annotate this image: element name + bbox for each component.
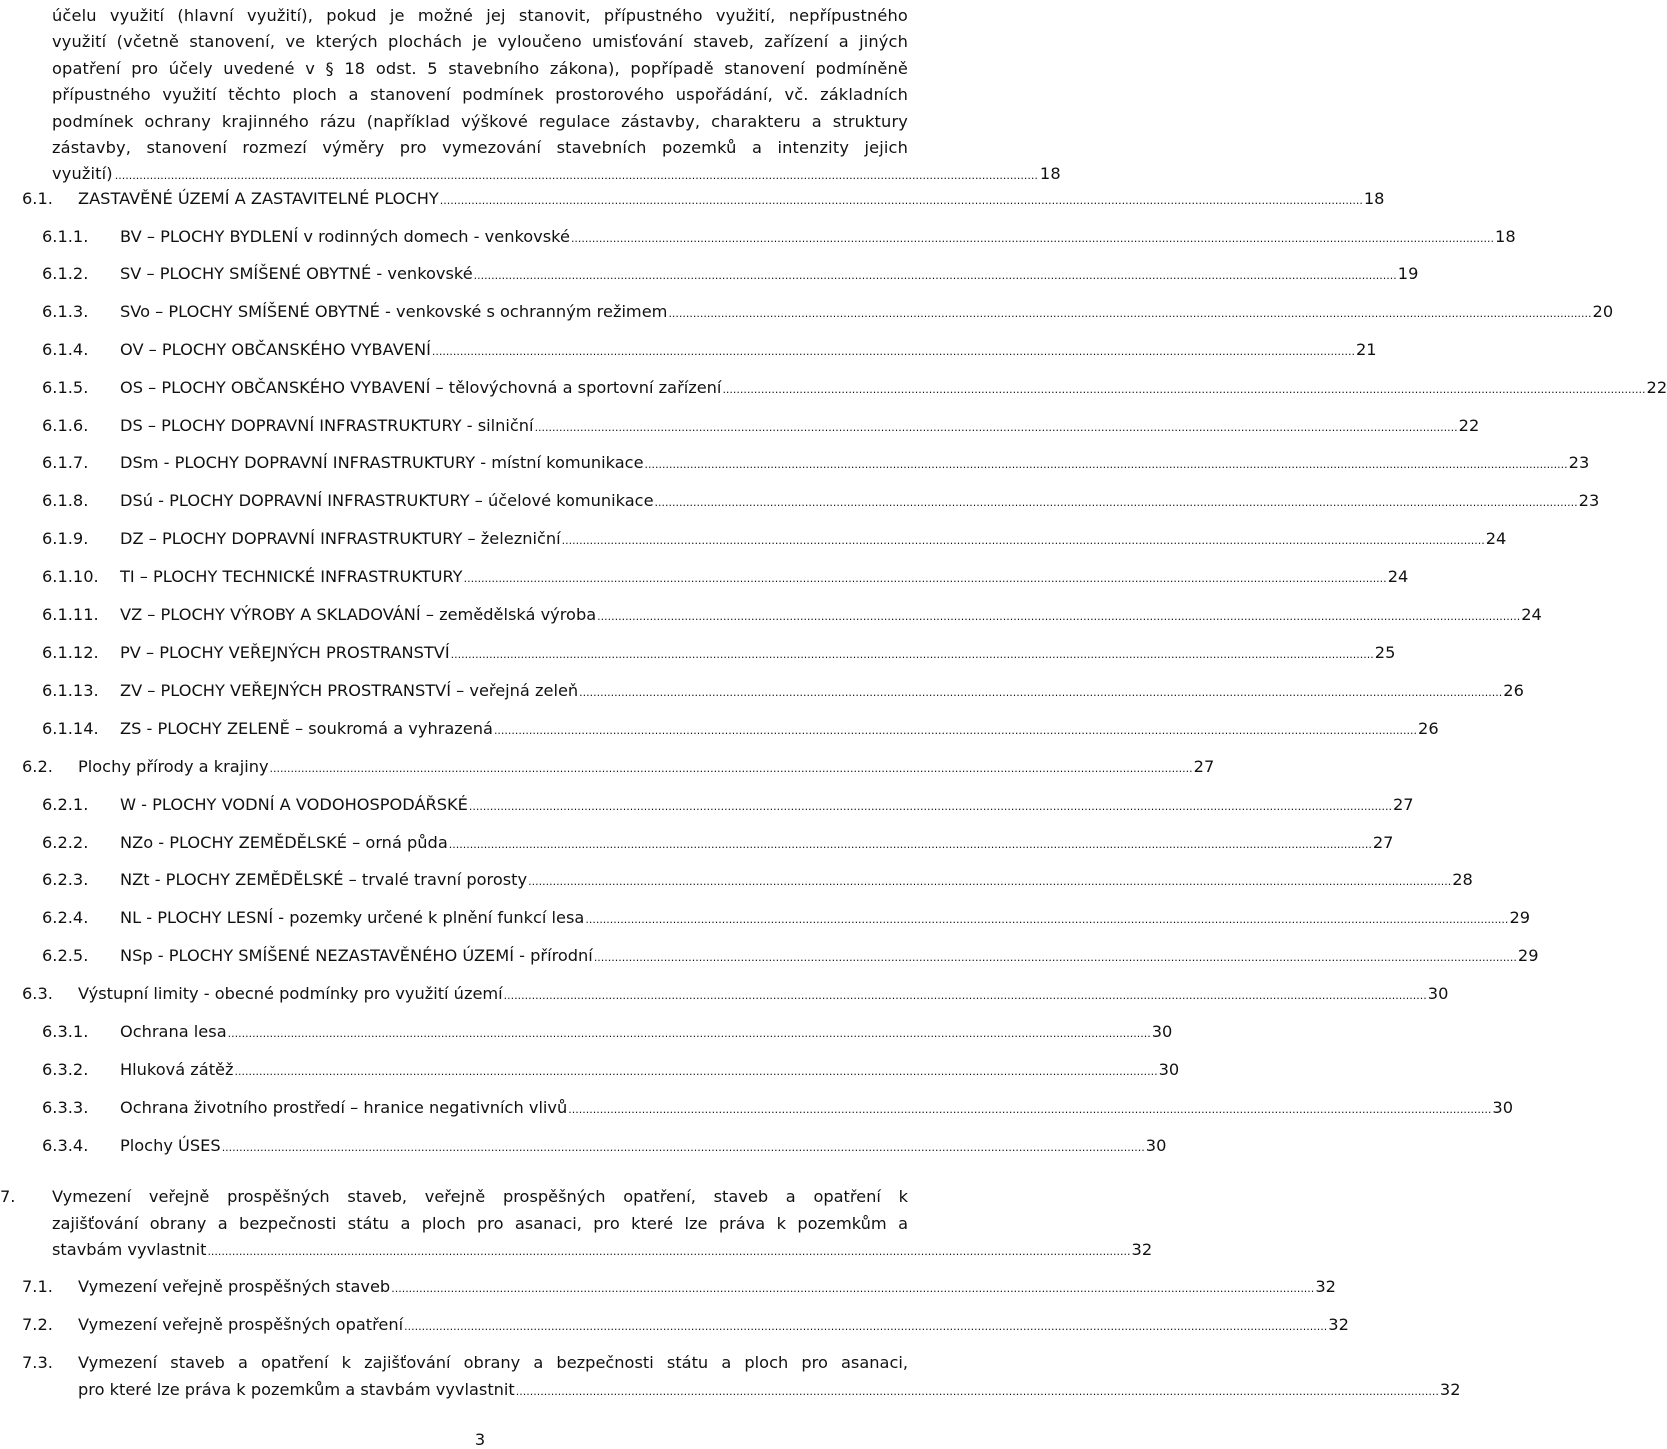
dot-leader	[207, 1237, 1130, 1266]
toc-page-number[interactable]: 18	[1039, 164, 1061, 184]
toc-entry[interactable]	[42, 641, 1396, 665]
dot-leader	[568, 1096, 1491, 1122]
toc-entry[interactable]	[22, 755, 1215, 779]
toc-number: 6.1.6.	[42, 416, 89, 435]
dot-leader	[655, 489, 1578, 515]
toc-page-number[interactable]: 30	[1151, 1022, 1173, 1041]
toc-number: 6.3.2.	[42, 1060, 89, 1079]
toc-entry[interactable]	[22, 1313, 1349, 1337]
toc-number: 6.1.9.	[42, 529, 89, 548]
toc-title[interactable]: ZS - PLOCHY ZELENĚ – soukromá a vyhrazená	[120, 719, 493, 738]
toc-number: 6.2.3.	[42, 870, 89, 889]
toc-number: 6.1.12.	[42, 643, 99, 662]
toc-page-number[interactable]: 27	[1393, 795, 1414, 814]
toc-title-line[interactable]: zajišťování obrany a bezpečnosti státu a ploch pro asanaci, pro které lze práva k pozemkům a	[52, 1213, 908, 1233]
toc-title[interactable]: SV – PLOCHY SMÍŠENÉ OBYTNÉ - venkovské	[120, 264, 473, 283]
toc-page-number[interactable]: 22	[1458, 416, 1480, 435]
toc-entry[interactable]	[42, 376, 1667, 400]
toc-number: 6.1.5.	[42, 378, 89, 397]
toc-entry[interactable]	[42, 868, 1473, 892]
dot-leader	[391, 1275, 1314, 1301]
dot-leader	[645, 451, 1568, 477]
toc-page-number[interactable]: 32	[1439, 1379, 1461, 1399]
toc-title-line[interactable]: stavbám vyvlastnit	[52, 1240, 207, 1259]
toc-title[interactable]: DS – PLOCHY DOPRAVNÍ INFRASTRUKTURY - silniční	[120, 416, 534, 435]
dot-leader	[585, 906, 1508, 932]
toc-page-number[interactable]: 19	[1397, 264, 1419, 283]
toc-title[interactable]: TI – PLOCHY TECHNICKÉ INFRASTRUKTURY	[120, 567, 463, 586]
toc-page-number[interactable]: 24	[1485, 529, 1507, 548]
toc-number: 7.	[0, 1187, 16, 1206]
toc-page-number[interactable]: 23	[1578, 491, 1600, 510]
toc-entry[interactable]	[42, 679, 1524, 703]
toc-page-number[interactable]: 22	[1646, 378, 1667, 397]
toc-entry[interactable]	[42, 300, 1614, 324]
toc-number: 6.1.	[22, 189, 53, 208]
dot-leader	[594, 944, 1517, 970]
toc-title[interactable]: NL - PLOCHY LESNÍ - pozemky určené k plnění funkcí lesa	[120, 908, 585, 927]
toc-title[interactable]: DZ – PLOCHY DOPRAVNÍ INFRASTRUKTURY – železniční	[120, 529, 561, 548]
dot-leader	[722, 376, 1645, 402]
dot-leader	[222, 1134, 1145, 1160]
toc-title[interactable]: OV – PLOCHY OBČANSKÉHO VYBAVENÍ	[120, 340, 431, 359]
dot-leader	[228, 1020, 1151, 1046]
toc-number: 6.2.2.	[42, 833, 89, 852]
dot-leader	[115, 161, 1038, 189]
intro-text: účelu využití (hlavní využití), pokud je možné jej stanovit, přípustného využití, nepřípustného	[52, 6, 908, 25]
intro-text: opatření pro účely uvedené v § 18 odst. 5 stavebního zákona), popřípadě stanovení podmíněně	[52, 58, 908, 78]
toc-number: 6.2.4.	[42, 908, 89, 927]
toc-number: 6.1.3.	[42, 302, 89, 321]
toc-number: 6.1.7.	[42, 453, 89, 472]
toc-entry[interactable]	[42, 414, 1480, 438]
toc-entry[interactable]	[42, 262, 1419, 286]
toc-page-number[interactable]: 27	[1372, 833, 1394, 852]
dot-leader	[270, 755, 1193, 781]
toc-page-number[interactable]: 20	[1592, 302, 1614, 321]
toc-title[interactable]: Ochrana životního prostředí – hranice negativních vlivů	[120, 1098, 568, 1117]
toc-entry[interactable]	[42, 717, 1439, 741]
toc-entry[interactable]	[42, 338, 1377, 362]
page-number: 3	[474, 1430, 486, 1449]
dot-leader	[469, 793, 1392, 819]
toc-title[interactable]: OS – PLOCHY OBČANSKÉHO VYBAVENÍ – tělovýchovná a sportovní zařízení	[120, 378, 722, 397]
toc-number: 6.1.4.	[42, 340, 89, 359]
toc-entry[interactable]	[42, 565, 1409, 589]
dot-leader	[535, 414, 1458, 440]
toc-title[interactable]: ZV – PLOCHY VEŘEJNÝCH PROSTRANSTVÍ – veřejná zeleň	[120, 681, 579, 700]
intro-text: využití (včetně stanovení, ve kterých plochách je vyloučeno umisťování staveb, zařízení a jiných	[52, 32, 908, 52]
toc-title[interactable]: Výstupní limity - obecné podmínky pro využití území	[78, 984, 503, 1003]
toc-title[interactable]: NZo - PLOCHY ZEMĚDĚLSKÉ – orná půda	[120, 833, 448, 852]
dot-leader	[432, 338, 1355, 364]
toc-number: 6.1.11.	[42, 605, 99, 624]
dot-leader	[464, 565, 1387, 591]
toc-title[interactable]: NSp - PLOCHY SMÍŠENÉ NEZASTAVĚNÉHO ÚZEMÍ - přírodní	[120, 946, 593, 965]
toc-entry[interactable]	[42, 906, 1531, 930]
toc-number: 6.3.1.	[42, 1022, 89, 1041]
toc-title[interactable]: ZASTAVĚNÉ ÚZEMÍ A ZASTAVITELNÉ PLOCHY	[78, 189, 439, 208]
toc-entry[interactable]	[22, 1275, 1336, 1299]
toc-number: 7.3.	[22, 1353, 53, 1372]
toc-title[interactable]: Plochy ÚSES	[120, 1136, 221, 1155]
toc-number: 6.2.1.	[42, 795, 89, 814]
toc-page-number[interactable]: 30	[1427, 984, 1449, 1003]
toc-entry[interactable]	[42, 1134, 1167, 1158]
dot-leader	[579, 679, 1502, 705]
dot-leader	[528, 868, 1451, 894]
intro-line	[52, 135, 908, 161]
toc-entry[interactable]	[22, 187, 1385, 211]
dot-leader	[440, 187, 1363, 213]
toc-title[interactable]: DSm - PLOCHY DOPRAVNÍ INFRASTRUKTURY - místní komunikace	[120, 453, 644, 472]
toc-page-number[interactable]: 32	[1328, 1315, 1349, 1334]
toc-entry[interactable]	[42, 603, 1542, 627]
intro-line	[52, 82, 908, 108]
toc-page-number[interactable]: 24	[1387, 567, 1409, 586]
toc-page-number[interactable]: 28	[1452, 870, 1473, 889]
toc-title-line[interactable]: Vymezení veřejně prospěšných staveb, veřejně prospěšných opatření, staveb a opatření k	[52, 1187, 908, 1206]
toc-page-number[interactable]: 23	[1568, 453, 1590, 472]
toc-number: 6.1.2.	[42, 264, 89, 283]
toc-number: 6.3.	[22, 984, 53, 1003]
toc-number: 6.1.14.	[42, 719, 99, 738]
toc-page-number[interactable]: 27	[1193, 757, 1215, 776]
intro-line	[52, 29, 908, 55]
toc-number: 6.1.13.	[42, 681, 99, 700]
dot-leader	[474, 262, 1397, 288]
dot-leader	[668, 300, 1591, 326]
toc-title[interactable]: W - PLOCHY VODNÍ A VODOHOSPODÁŘSKÉ	[120, 795, 468, 814]
toc-page-number[interactable]: 26	[1503, 681, 1524, 700]
toc-title[interactable]: Hluková zátěž	[120, 1060, 234, 1079]
toc-title[interactable]: PV – PLOCHY VEŘEJNÝCH PROSTRANSTVÍ	[120, 643, 450, 662]
toc-entry[interactable]	[22, 982, 1449, 1006]
intro-line	[52, 56, 908, 82]
toc-page-number[interactable]: 29	[1509, 908, 1531, 927]
toc-entry[interactable]	[42, 225, 1516, 249]
dot-leader	[562, 527, 1485, 553]
toc-title[interactable]: Vymezení veřejně prospěšných opatření	[78, 1315, 404, 1334]
toc-title[interactable]: VZ – PLOCHY VÝROBY A SKLADOVÁNÍ – zemědělská výroba	[120, 605, 597, 624]
toc-page-number[interactable]: 18	[1495, 227, 1516, 246]
dot-leader	[235, 1058, 1158, 1084]
intro-text: podmínek ochrany krajinného rázu (například výškové regulace zástavby, charakteru a struktury	[52, 111, 908, 131]
dot-leader	[404, 1313, 1327, 1339]
toc-number: 6.2.5.	[42, 946, 89, 965]
toc-page-number[interactable]: 30	[1158, 1060, 1180, 1079]
toc-title[interactable]: Plochy přírody a krajiny	[78, 757, 269, 776]
dot-leader	[449, 831, 1372, 857]
intro-line	[52, 3, 908, 29]
toc-title[interactable]: SVo – PLOCHY SMÍŠENÉ OBYTNÉ - venkovské s ochranným režimem	[120, 302, 668, 321]
intro-line[interactable]	[52, 161, 1061, 189]
intro-text: zástavby, stanovení rozmezí výměry pro vymezování stavebních pozemků a intenzity jejich	[52, 138, 908, 158]
toc-entry[interactable]	[42, 1058, 1180, 1082]
toc-entry-section-7[interactable]	[0, 1184, 1153, 1266]
toc-title-line[interactable]: pro které lze práva k pozemkům a stavbám vyvlastnit	[78, 1379, 515, 1399]
toc-number: 6.2.	[22, 757, 53, 776]
toc-page-number[interactable]: 24	[1521, 605, 1542, 624]
toc-number: 6.1.1.	[42, 227, 89, 246]
toc-entry[interactable]	[42, 451, 1590, 475]
toc-entry[interactable]	[42, 831, 1394, 855]
toc-page-number[interactable]: 21	[1356, 340, 1377, 359]
toc-number: 6.3.4.	[42, 1136, 89, 1155]
toc-page-number[interactable]: 18	[1363, 189, 1385, 208]
intro-text: přípustného využití těchto ploch a stanovení podmínek prostorového uspořádání, vč. základních	[52, 85, 908, 105]
intro-paragraph	[52, 3, 1061, 190]
dot-leader	[571, 225, 1494, 251]
toc-title-line[interactable]: Vymezení staveb a opatření k zajišťování obrany a bezpečnosti státu a ploch pro asanaci,	[78, 1353, 908, 1372]
toc-entry[interactable]	[42, 489, 1600, 513]
toc-title[interactable]: DSú - PLOCHY DOPRAVNÍ INFRASTRUKTURY – účelové komunikace	[120, 491, 654, 510]
toc-number: 7.2.	[22, 1315, 53, 1334]
dot-leader	[494, 717, 1417, 743]
toc-title[interactable]: BV – PLOCHY BYDLENÍ v rodinných domech - venkovské	[120, 227, 570, 246]
toc-page-number[interactable]: 25	[1374, 643, 1396, 662]
toc-entry-7-3[interactable]	[22, 1350, 1461, 1405]
toc-title[interactable]: Vymezení veřejně prospěšných staveb	[78, 1277, 391, 1296]
toc-number: 6.1.8.	[42, 491, 89, 510]
toc-page-number[interactable]: 32	[1315, 1277, 1336, 1296]
toc-page-number[interactable]: 29	[1517, 946, 1539, 965]
toc-entry[interactable]	[42, 527, 1507, 551]
toc-number: 7.1.	[22, 1277, 53, 1296]
toc-entry[interactable]	[42, 1020, 1173, 1044]
toc-number: 6.3.3.	[42, 1098, 89, 1117]
toc-page-number[interactable]: 26	[1418, 719, 1439, 738]
toc-page-number[interactable]: 30	[1492, 1098, 1513, 1117]
toc-page-number[interactable]: 30	[1145, 1136, 1167, 1155]
dot-leader	[597, 603, 1520, 629]
toc-title[interactable]: NZt - PLOCHY ZEMĚDĚLSKÉ – trvalé travní porosty	[120, 870, 528, 889]
toc-entry[interactable]	[42, 1096, 1513, 1120]
toc-page-number[interactable]: 32	[1131, 1240, 1153, 1259]
toc-entry[interactable]	[42, 793, 1414, 817]
toc-entry[interactable]	[42, 944, 1539, 968]
dot-leader	[504, 982, 1427, 1008]
intro-text[interactable]: využití)	[52, 164, 113, 184]
toc-number: 6.1.10.	[42, 567, 99, 586]
toc-title[interactable]: Ochrana lesa	[120, 1022, 227, 1041]
dot-leader	[451, 641, 1374, 667]
intro-line	[52, 109, 908, 135]
dot-leader	[516, 1377, 1439, 1406]
